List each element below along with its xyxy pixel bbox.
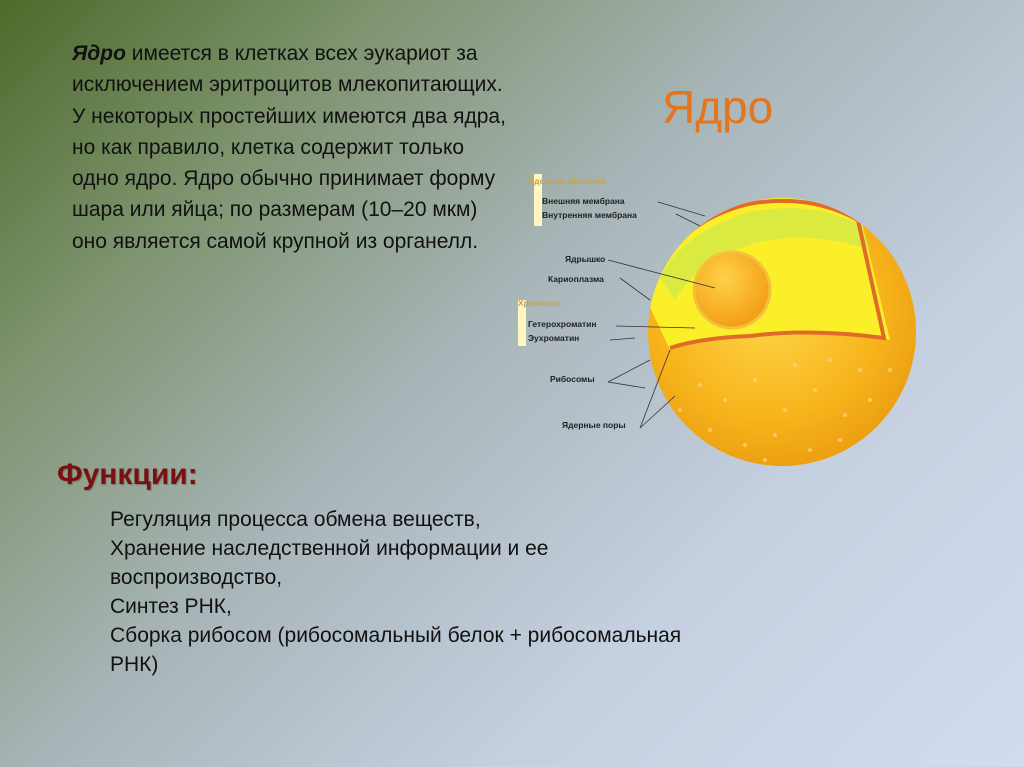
- function-item: Синтез РНК,: [110, 595, 232, 618]
- function-item: Сборка рибосом (рибосомальный белок + рибосомальная РНК): [110, 624, 682, 676]
- functions-list: [110, 505, 710, 679]
- nucleus-diagram-svg: [510, 160, 930, 480]
- nucleus-diagram: [510, 160, 930, 485]
- function-item: Регуляция процесса обмена веществ,: [110, 508, 481, 531]
- label-chromatin: Хроматин: [518, 298, 560, 308]
- label-heterochromatin: Гетерохроматин: [528, 319, 597, 329]
- intro-paragraph: [72, 38, 512, 257]
- functions-heading: Функции:: [57, 458, 198, 491]
- nucleolus: [694, 252, 770, 328]
- label-nuclear-pores: Ядерные поры: [562, 420, 626, 430]
- label-ribosomes: Рибосомы: [550, 374, 595, 384]
- label-outer-membrane: Внешняя мембрана: [542, 196, 625, 206]
- label-inner-membrane: Внутренняя мембрана: [542, 210, 637, 220]
- label-nuclear-envelope: Ядерная оболочка: [528, 176, 607, 186]
- function-item: Хранение наследственной информации и ее воспроизводство,: [110, 537, 549, 589]
- label-nucleolus: Ядрышко: [565, 254, 606, 264]
- intro-lead: Ядро: [72, 42, 126, 65]
- slide-title: Ядро: [662, 81, 774, 133]
- label-euchromatin: Эухроматин: [528, 333, 580, 343]
- label-karyoplasm: Кариоплазма: [548, 274, 604, 284]
- intro-text: имеется в клетках всех эукариот за исключением эритроцитов млекопитающих. У некоторых простейших имеются два ядра, но как правило, клетка содержит только одно ядро. Ядро обычно принимает форму шара или яйца; по размерам (10–20 мкм) оно является самой крупной из органелл.: [72, 42, 506, 253]
